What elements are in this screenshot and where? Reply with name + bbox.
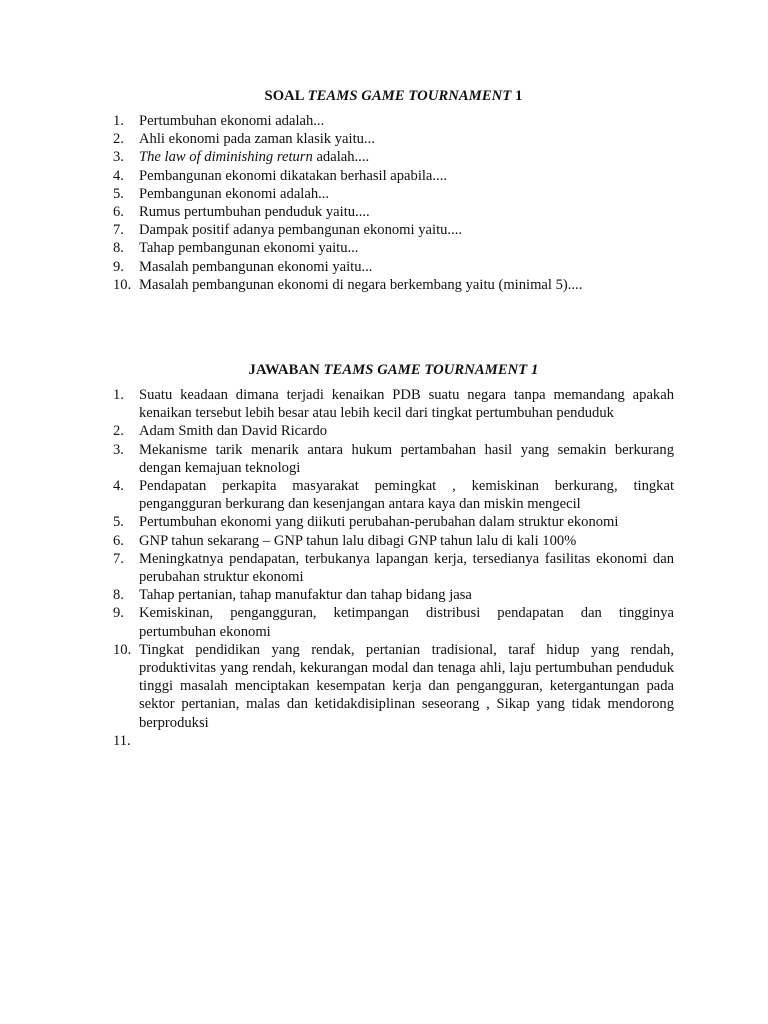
question-number: 4.	[113, 167, 124, 184]
answer-text: Kemiskinan, pengangguran, ketimpangan distribusi pendapatan dan tingginya pertumbuhan ekonomi	[139, 605, 674, 640]
answer-text: Mekanisme tarik menarik antara hukum pertambahan hasil yang semakin berkurang dengan kemajuan teknologi	[139, 441, 674, 476]
question-text: Masalah pembangunan ekonomi di negara berkembang yaitu (minimal 5)....	[139, 276, 583, 293]
question-text: Masalah pembangunan ekonomi yaitu...	[139, 258, 373, 275]
jawaban-heading-italic: TEAMS GAME TOURNAMENT 1	[323, 362, 539, 378]
answer-number: 6.	[113, 532, 124, 549]
answer-number: 4.	[113, 478, 124, 495]
answer-item	[113, 477, 674, 513]
answer-item	[113, 441, 674, 477]
question-text: Pembangunan ekonomi adalah...	[139, 185, 330, 202]
jawaban-heading-prefix: JAWABAN	[248, 362, 320, 378]
question-text: Pembangunan ekonomi dikatakan berhasil apabila....	[139, 167, 448, 184]
soal-heading-italic: TEAMS GAME TOURNAMENT	[307, 88, 512, 104]
question-number: 7.	[113, 222, 124, 239]
soal-heading	[113, 86, 674, 106]
answer-number: 2.	[113, 423, 124, 440]
question-item	[113, 148, 674, 166]
answer-text: Pertumbuhan ekonomi yang diikuti perubahan-perubahan dalam struktur ekonomi	[139, 514, 619, 531]
soal-heading-prefix: SOAL	[264, 88, 304, 104]
question-number: 10.	[113, 276, 132, 293]
answer-text: Pendapatan perkapita masyarakat pemingkat , kemiskinan berkurang, tingkat pengangguran berkurang dan kesenjangan antara kaya dan miskin mengecil	[139, 478, 674, 513]
question-item	[113, 130, 674, 148]
answer-number: 1.	[113, 387, 124, 403]
question-number: 3.	[113, 149, 124, 166]
question-item	[113, 258, 674, 276]
answer-number: 8.	[113, 587, 124, 604]
question-number: 2.	[113, 131, 124, 148]
jawaban-answer-list	[113, 386, 674, 750]
question-number: 5.	[113, 185, 124, 202]
question-item	[113, 167, 674, 185]
answer-number: 9.	[113, 605, 124, 622]
answer-item	[113, 386, 674, 422]
answer-item	[113, 513, 674, 531]
question-text: Dampak positif adanya pembangunan ekonomi yaitu....	[139, 222, 463, 239]
soal-section	[113, 86, 674, 294]
question-italic-term: The law of diminishing return	[139, 149, 313, 166]
question-item	[113, 221, 674, 239]
question-text: Ahli ekonomi pada zaman klasik yaitu...	[139, 131, 375, 148]
question-item	[113, 112, 674, 130]
answer-text: Meningkatnya pendapatan, terbukanya lapangan kerja, tersedianya fasilitas ekonomi dan perubahan struktur ekonomi	[139, 550, 674, 586]
question-number: 1.	[113, 113, 124, 129]
answer-number: 7.	[113, 550, 124, 567]
question-text: Tahap pembangunan ekonomi yaitu...	[139, 240, 359, 257]
answer-text: Suatu keadaan dimana terjadi kenaikan PDB suatu negara tanpa memandang apakah kenaikan tersebut lebih besar atau lebih kecil dari tingkat pertumbuhan penduduk	[139, 387, 674, 422]
answer-number: 10.	[113, 641, 132, 658]
question-item	[113, 203, 674, 221]
answer-item	[113, 604, 674, 640]
question-item	[113, 276, 674, 294]
soal-heading-suffix: 1	[515, 88, 523, 104]
jawaban-section	[113, 360, 674, 750]
answer-item	[113, 732, 674, 750]
question-text: Pertumbuhan ekonomi adalah...	[139, 113, 325, 129]
answer-number: 11.	[113, 732, 131, 749]
answer-item	[113, 641, 674, 732]
question-number: 8.	[113, 240, 124, 257]
answer-number: 3.	[113, 441, 124, 458]
answer-text: Tahap pertanian, tahap manufaktur dan tahap bidang jasa	[139, 587, 472, 604]
jawaban-heading	[113, 360, 674, 380]
question-number: 6.	[113, 204, 124, 221]
soal-question-list	[113, 112, 674, 294]
answer-item	[113, 422, 674, 440]
answer-text: Adam Smith dan David Ricardo	[139, 423, 328, 440]
question-number: 9.	[113, 258, 124, 275]
question-item	[113, 239, 674, 257]
question-text: Rumus pertumbuhan penduduk yaitu....	[139, 204, 370, 221]
answer-text: Tingkat pendidikan yang rendak, pertanian tradisional, taraf hidup yang rendah, produktivitas yang rendah, kekurangan modal dan tenaga ahli, laju pertumbuhan penduduk tinggi masalah menciptakan kesempatan kerja dan pengangguran, ketergantungan pada sektor pertanian, malas dan ketidakdisiplinan seseorang , Sikap yang tidak mendorong berproduksi	[139, 641, 674, 731]
answer-item	[113, 550, 674, 586]
answer-item	[113, 586, 674, 604]
answer-item	[113, 532, 674, 550]
answer-text: GNP tahun sekarang – GNP tahun lalu dibagi GNP tahun lalu di kali 100%	[139, 532, 577, 549]
answer-number: 5.	[113, 514, 124, 531]
question-text: adalah....	[316, 149, 370, 166]
question-item	[113, 185, 674, 203]
